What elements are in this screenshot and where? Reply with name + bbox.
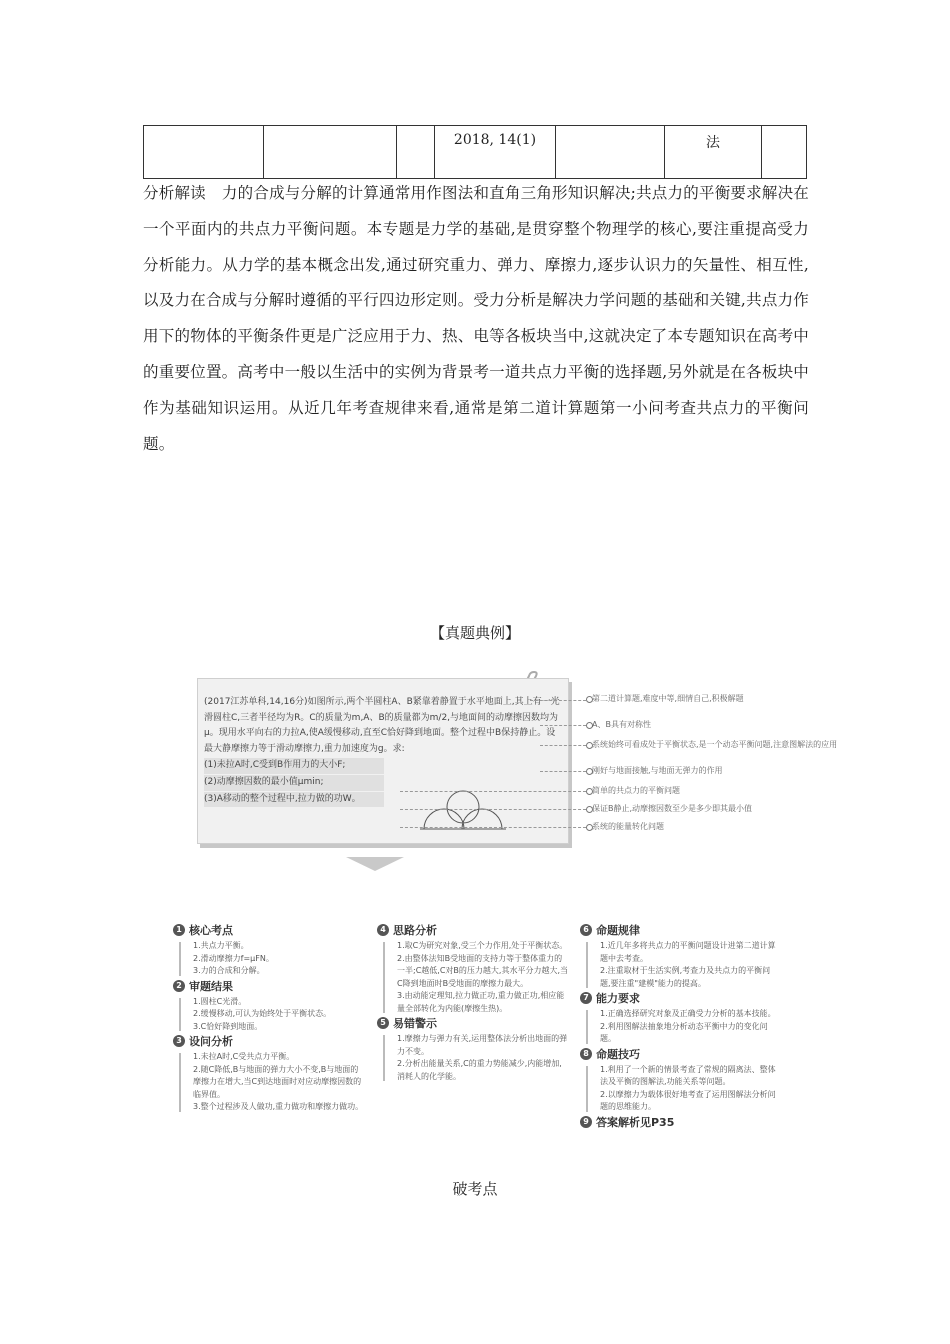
flow-item: 1.近几年多将共点力的平衡问题设计进第二道计算题中去考查。 bbox=[600, 941, 776, 963]
side-note: 系统始终可看成处于平衡状态,是一个动态平衡问题,注意图解法的应用 bbox=[592, 740, 838, 749]
table-cell: 法 bbox=[665, 126, 762, 179]
question-2: (2)动摩擦因数的最小值μmin; bbox=[204, 775, 384, 791]
flow-title: 能力要求 bbox=[596, 992, 640, 1005]
flow-item: 1.共点力平衡。 bbox=[193, 941, 249, 950]
flow-item: 2.由整体法知B受地面的支持力等于整体重力的一半;C越低,C对B的压力越大,其水平分力越大,当C降到地面时B受地面的摩擦力最大。 bbox=[397, 953, 568, 988]
flow-heading bbox=[580, 1046, 780, 1062]
flow-items bbox=[173, 996, 365, 1034]
flow-heading bbox=[580, 990, 780, 1006]
side-note: 第二道计算题,难度中等,细情自己,积极解题 bbox=[592, 694, 744, 703]
step-number-icon: 4 bbox=[377, 924, 389, 936]
flow-title: 易错警示 bbox=[393, 1017, 437, 1030]
side-note: 保证B静止,动摩擦因数至少是多少即其最小值 bbox=[592, 804, 753, 813]
step-number-icon: 6 bbox=[580, 924, 592, 936]
table-cell bbox=[762, 126, 807, 179]
flow-item: 3.C恰好降到地面。 bbox=[193, 1021, 263, 1031]
step-number-icon: 9 bbox=[580, 1116, 592, 1128]
exam-table bbox=[143, 125, 807, 179]
flow-heading bbox=[173, 1033, 365, 1049]
flow-items bbox=[173, 940, 365, 978]
table-cell: 2018, 14(1) bbox=[435, 126, 556, 179]
flow-items bbox=[580, 1008, 780, 1046]
flow-item: 1.利用了一个新的情景考查了常规的隔离法、整体法及平衡的图解法,功能关系等问题。 bbox=[600, 1064, 776, 1086]
side-note: 刚好与地面接触,与地面无弹力的作用 bbox=[592, 766, 723, 775]
leader-line bbox=[540, 725, 586, 726]
leader-line bbox=[400, 827, 586, 828]
flow-item: 2.注重取材于生活实例,考查力及共点力的平衡问题,要注重"建模"能力的提高。 bbox=[600, 966, 771, 988]
step-number-icon: 7 bbox=[580, 992, 592, 1004]
flow-items bbox=[580, 940, 780, 990]
flow-item: 1.正确选择研究对象及正确受力分析的基本技能。 bbox=[600, 1009, 776, 1018]
flow-heading bbox=[173, 978, 365, 994]
flow-column-1 bbox=[173, 922, 365, 1114]
flow-item: 3.力的合成和分解。 bbox=[193, 966, 265, 975]
step-number-icon: 3 bbox=[173, 1035, 185, 1047]
flow-heading bbox=[377, 1015, 569, 1031]
flow-items bbox=[580, 1064, 780, 1114]
flow-column-3 bbox=[580, 922, 780, 1132]
flow-heading bbox=[580, 922, 780, 938]
flow-items bbox=[377, 940, 569, 1015]
table-cell bbox=[144, 126, 264, 179]
table-cell bbox=[264, 126, 397, 179]
analysis-text: 力的合成与分解的计算通常用作图法和直角三角形知识解决;共点力的平衡要求解决在一个平面内的共点力平衡问题。本专题是力学的基础,是贯穿整个物理学的核心,要注重提高受力分析能力。从力学的基本概念出发,通过研究重力、弹力、摩擦力,逐步认识力的矢量性、相互性,以及力在合成与分解时遵循的平行四边形定则。受力分析是解决力学问题的基础和关键,共点力作用下的物体的平衡条件更是广泛应用于力、热、电等各板块当中,这就决定了本专题知识在高考中的重要位置。高考中一般以生活中的实例为背景考一道共点力平衡的选择题,另外就是在各板块中作为基础知识运用。从近几年考查规律来看,通常是第二道计算题第一小问考查共点力的平衡问题。 bbox=[143, 184, 809, 453]
example-source: (2017江苏单科,14,16分) bbox=[204, 697, 308, 707]
bottom-title: 破考点 bbox=[452, 1180, 498, 1198]
flow-title: 设问分析 bbox=[189, 1035, 233, 1048]
flow-item: 3.整个过程涉及人做功,重力做功和摩擦力做功。 bbox=[193, 1102, 364, 1111]
question-1: (1)未拉A时,C受到B作用力的大小F; bbox=[204, 758, 384, 774]
step-number-icon: 1 bbox=[173, 924, 185, 936]
flow-title: 命题技巧 bbox=[596, 1047, 640, 1061]
flow-items bbox=[173, 1051, 365, 1114]
section-title: 【真题典例】 bbox=[429, 624, 520, 642]
example-card bbox=[197, 678, 569, 844]
flow-title: 核心考点 bbox=[189, 924, 233, 937]
flow-item: 2.缓慢移动,可认为始终处于平衡状态。 bbox=[193, 1009, 332, 1018]
down-arrow-icon bbox=[346, 857, 404, 871]
side-note: 系统的能量转化问题 bbox=[592, 822, 664, 831]
question-3: (3)A移动的整个过程中,拉力做的功W。 bbox=[204, 792, 384, 808]
leader-line bbox=[540, 745, 586, 746]
flow-title: 命题规律 bbox=[596, 924, 640, 937]
flow-item: 2.以摩擦力为载体很好地考查了运用图解法分析问题的思维能力。 bbox=[600, 1089, 776, 1111]
side-note: A、B具有对称性 bbox=[592, 720, 651, 729]
example-text: 如图所示,两个半圆柱A、B紧靠着静置于水平地面上,其上有一光滑圆柱C,三者半径均为R。C的质量为m,A、B的质量都为m/2,与地面间的动摩擦因数均为μ。现用水平向右的力拉A,使A缓慢移动,直至C恰好降到地面。整个过程中B保持静止。设最大静摩擦力等于滑动摩擦力,重力加速度为g。求: bbox=[204, 697, 560, 754]
flow-items bbox=[377, 1033, 569, 1083]
analysis-paragraph bbox=[143, 176, 809, 462]
flow-column-2 bbox=[377, 922, 569, 1083]
flow-item: 1.圆柱C光滑。 bbox=[193, 996, 247, 1006]
step-number-icon: 2 bbox=[173, 980, 185, 992]
leader-line bbox=[540, 771, 586, 772]
leader-line bbox=[530, 700, 586, 701]
flow-item: 2.分析出能量关系,C的重力势能减少,内能增加,消耗人的化学能。 bbox=[397, 1059, 562, 1081]
flow-title: 思路分析 bbox=[393, 924, 437, 937]
flow-item: 1.取C为研究对象,受三个力作用,处于平衡状态。 bbox=[397, 941, 568, 950]
flow-item: 3.由动能定理知,拉力做正功,重力做正功,相应能量全部转化为内能(摩擦生热)。 bbox=[397, 991, 565, 1013]
analysis-label: 分析解读 bbox=[143, 184, 206, 202]
flow-heading bbox=[377, 922, 569, 938]
table-cell bbox=[397, 126, 435, 179]
flow-title: 答案解析见P35 bbox=[596, 1115, 675, 1129]
flow-item: 2.随C降低,B与地面的弹力大小不变,B与地面的摩擦力在增大,当C到达地面时对应动摩擦因数的临界值。 bbox=[193, 1064, 362, 1099]
flow-item: 1.未拉A时,C受共点力平衡。 bbox=[193, 1052, 295, 1061]
flow-title: 审题结果 bbox=[189, 979, 233, 993]
step-number-icon: 8 bbox=[580, 1048, 592, 1060]
flow-heading bbox=[580, 1114, 780, 1130]
flow-item: 1.摩擦力与弹力有关,运用整体法分析出地面的弹力不变。 bbox=[397, 1034, 568, 1056]
flow-heading bbox=[173, 922, 365, 938]
flow-item: 2.利用图解法抽象地分析动态平衡中力的变化问题。 bbox=[600, 1021, 768, 1043]
leader-line bbox=[400, 809, 586, 810]
side-note: 简单的共点力的平衡问题 bbox=[592, 786, 680, 795]
leader-line bbox=[400, 791, 586, 792]
flow-item: 2.滑动摩擦力f=μFN。 bbox=[193, 953, 274, 963]
step-number-icon: 5 bbox=[377, 1017, 389, 1029]
table-cell bbox=[556, 126, 665, 179]
